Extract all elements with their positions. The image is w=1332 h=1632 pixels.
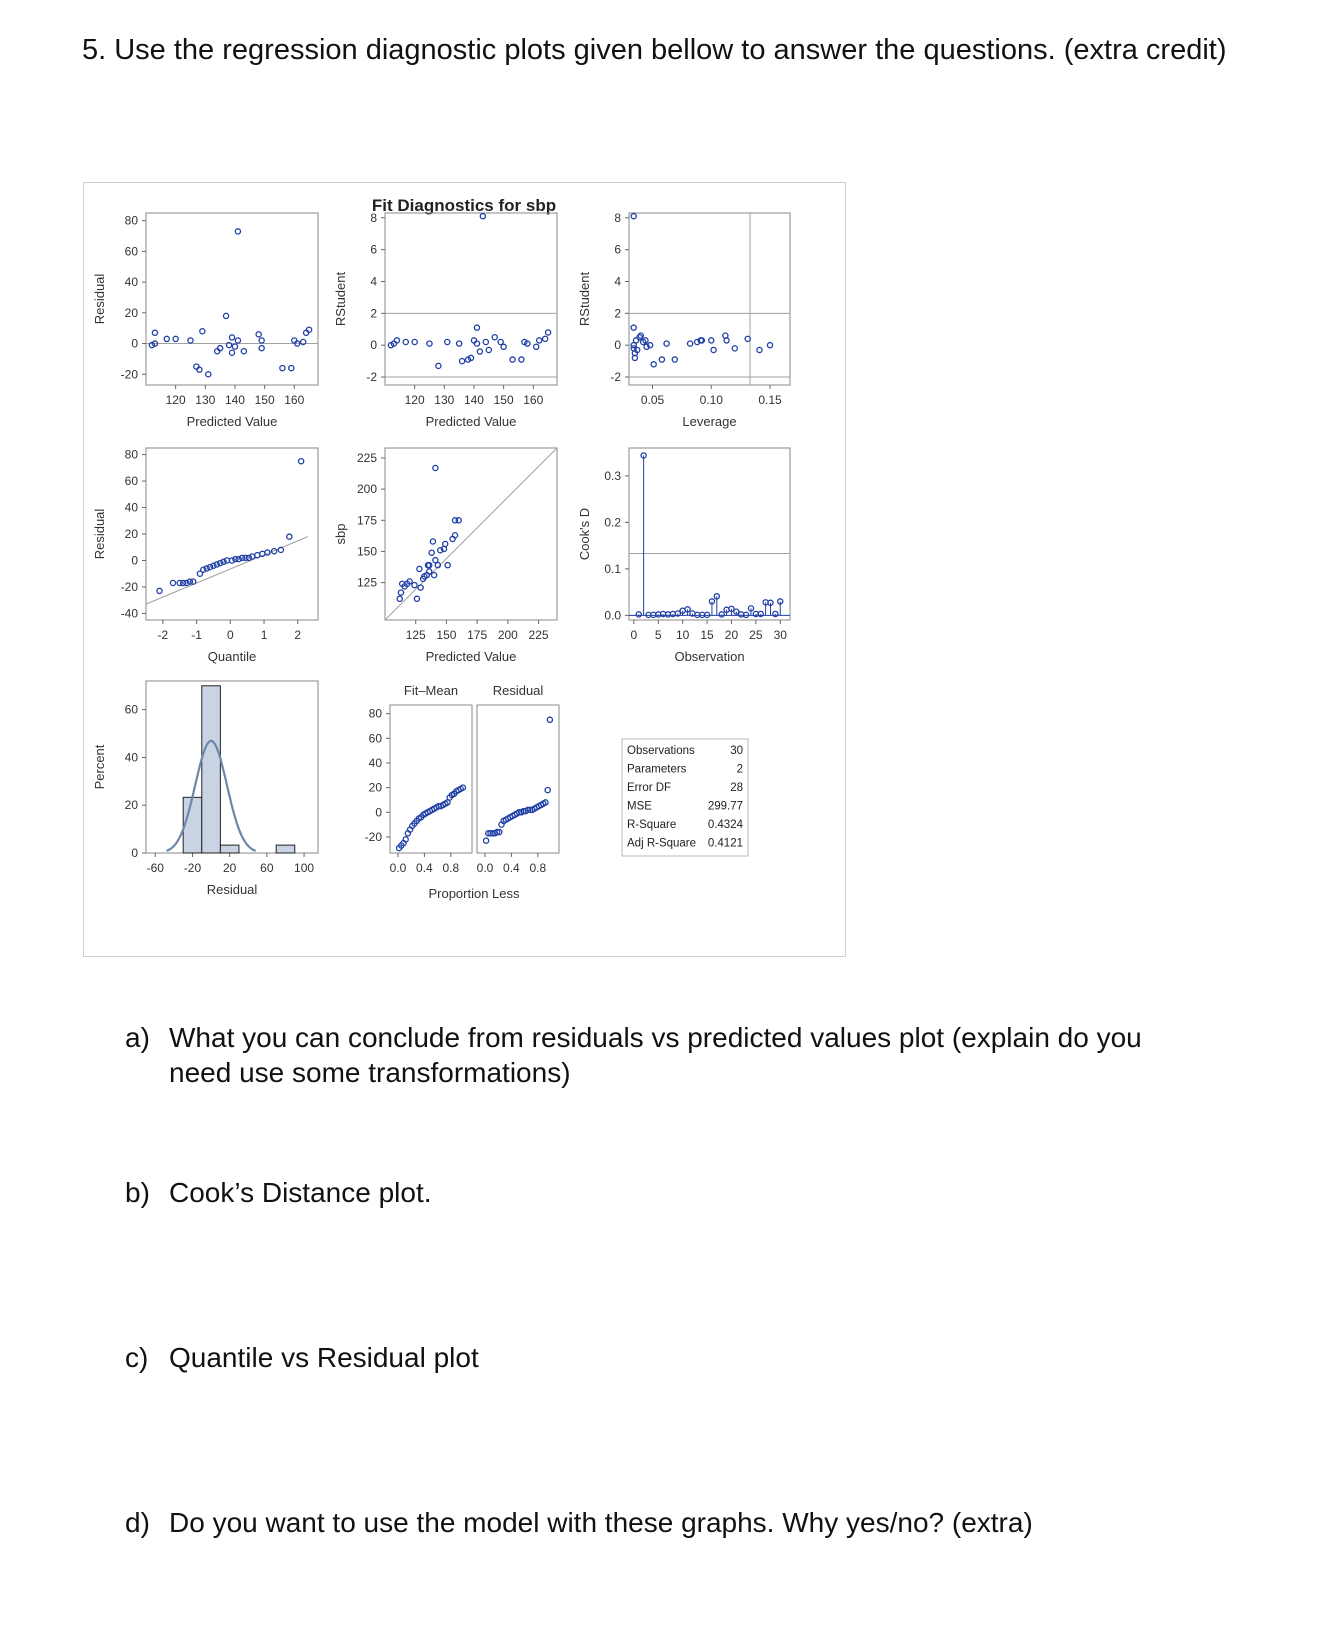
p1-x-tick-label: 130 <box>195 393 216 407</box>
p4-diagonal-line <box>146 537 308 604</box>
p5-x-axis-label: Predicted Value <box>425 649 517 664</box>
p7-y-tick-label: 20 <box>124 798 138 813</box>
p1-point <box>232 344 237 349</box>
p1-point <box>259 346 264 351</box>
p2-point <box>501 344 506 349</box>
p3-point <box>664 341 669 346</box>
p5-y-tick-label: 125 <box>356 575 377 590</box>
p5-y-tick-label: 175 <box>356 513 377 528</box>
p2-point <box>457 341 462 346</box>
stat-value: 299.77 <box>707 800 743 813</box>
p1-point <box>241 349 246 354</box>
question-b <box>125 1175 1169 1210</box>
p2-x-tick-label: 120 <box>404 393 425 407</box>
p2-point <box>477 349 482 354</box>
p2-point <box>537 338 542 343</box>
p4-x-tick-label: 2 <box>294 628 302 642</box>
p5-point <box>412 583 417 588</box>
question-a-text: What you can conclude from residuals vs predicted values plot (explain do you need use some transformations) <box>169 1022 1142 1088</box>
p3-y-tick-label: 2 <box>614 306 621 321</box>
p2-point <box>546 330 551 335</box>
p2-x-tick-label: 150 <box>493 393 514 407</box>
p1-point <box>173 336 178 341</box>
p7-x-tick-label: 100 <box>294 861 315 875</box>
p3-y-axis-label: RStudent <box>577 271 592 327</box>
p2-point <box>492 335 497 340</box>
p8-y-tick-label: 60 <box>368 731 382 746</box>
p6-x-tick-label: 0 <box>630 628 638 642</box>
p5-x-tick-label: 200 <box>497 628 518 642</box>
p2-point <box>460 359 465 364</box>
p3-y-tick-label: 0 <box>614 338 621 353</box>
p7-y-tick-label: 0 <box>131 846 138 860</box>
p8-panel-title: Residual <box>492 683 544 698</box>
p3-point <box>631 214 636 219</box>
p1-point <box>256 332 261 337</box>
p8-x-tick-label: 0.0 <box>389 861 407 875</box>
question-d <box>125 1505 1169 1540</box>
p7-y-axis-label: Percent <box>92 744 107 790</box>
p2-point <box>436 363 441 368</box>
p7-x-tick-label: -20 <box>183 861 202 875</box>
p7-plot-frame <box>146 681 318 853</box>
stat-value: 0.4324 <box>707 819 743 831</box>
p8-panel-frame <box>390 705 472 853</box>
p8-y-tick-label: 0 <box>375 805 382 820</box>
stat-label: Error DF <box>627 782 672 794</box>
p2-y-tick-label: 8 <box>370 210 377 225</box>
p8-y-tick-label: 40 <box>368 755 382 770</box>
p4-y-tick-label: 20 <box>124 527 138 541</box>
p1-y-tick-label: 60 <box>124 244 138 259</box>
p6-plot-frame <box>629 448 790 620</box>
p5-point <box>430 539 435 544</box>
p3-x-axis-label: Leverage <box>682 414 737 429</box>
p5-point <box>418 585 423 590</box>
p3-point <box>767 343 772 348</box>
p2-point <box>534 344 539 349</box>
p5-y-tick-label: 200 <box>356 482 377 497</box>
p2-point <box>427 341 432 346</box>
p6-x-tick-label: 30 <box>773 628 787 642</box>
p1-point <box>235 338 240 343</box>
p6-x-tick-label: 20 <box>724 628 739 642</box>
question-d-text: Do you want to use the model with these graphs. Why yes/no? (extra) <box>169 1507 1033 1538</box>
p7-histogram-bar <box>220 845 239 853</box>
p4-plot-frame <box>146 448 318 620</box>
p2-point <box>483 339 488 344</box>
p1-x-tick-label: 140 <box>224 393 245 407</box>
p6-y-tick-label: 0.3 <box>604 468 621 483</box>
p2-x-tick-label: 160 <box>523 393 544 407</box>
fit-diagnostics-figure <box>84 183 845 956</box>
p1-point <box>206 372 211 377</box>
p5-y-tick-label: 150 <box>356 544 377 559</box>
p3-y-tick-label: 8 <box>614 210 621 225</box>
p1-point <box>223 313 228 318</box>
p3-point <box>757 347 762 352</box>
question-b-label: b) <box>125 1177 150 1208</box>
p5-x-tick-label: 225 <box>528 628 549 642</box>
p2-y-tick-label: 6 <box>370 242 377 257</box>
question-b-text: Cook’s Distance plot. <box>169 1177 432 1208</box>
p5-point <box>417 566 422 571</box>
p3-y-tick-label: -2 <box>610 370 621 385</box>
p1-point <box>164 336 169 341</box>
stat-label: Observations <box>627 745 695 757</box>
figure-title: Fit Diagnostics for sbp <box>371 196 557 215</box>
p2-point <box>394 338 399 343</box>
p4-point <box>287 534 292 539</box>
question-d-label: d) <box>125 1507 150 1538</box>
question-a <box>125 1020 1169 1090</box>
p4-y-tick-label: 60 <box>124 474 138 489</box>
p4-x-tick-label: -1 <box>191 628 202 642</box>
p8-point <box>547 717 552 722</box>
p4-x-tick-label: 1 <box>260 628 268 642</box>
p5-point <box>414 596 419 601</box>
p6-y-tick-label: 0.1 <box>604 561 621 576</box>
stat-label: Parameters <box>627 763 687 776</box>
p2-point <box>474 325 479 330</box>
question-title: 5. Use the regression diagnostic plots given bellow to answer the questions. (extra credit) <box>82 34 1227 66</box>
p1-x-tick-label: 150 <box>254 393 275 407</box>
p3-x-tick-label: 0.05 <box>640 393 665 407</box>
p1-y-axis-label: Residual <box>92 273 107 325</box>
p8-x-tick-label: 0.8 <box>442 861 460 875</box>
p6-x-axis-label: Observation <box>674 649 745 664</box>
p2-point <box>486 347 491 352</box>
p1-y-tick-label: 20 <box>124 305 138 320</box>
p3-point <box>709 338 714 343</box>
stat-label: MSE <box>627 800 652 813</box>
p1-y-tick-label: -20 <box>120 367 138 382</box>
p8-x-tick-label: 0.0 <box>476 861 494 875</box>
p5-point <box>456 518 461 523</box>
p7-histogram-bar <box>276 845 295 853</box>
p4-y-axis-label: Residual <box>92 508 107 560</box>
stat-label: R-Square <box>627 819 677 831</box>
p4-y-tick-label: -20 <box>120 579 138 594</box>
p4-x-axis-label: Quantile <box>207 649 257 664</box>
p1-x-tick-label: 120 <box>165 393 186 407</box>
p3-point <box>688 341 693 346</box>
p4-x-tick-label: -2 <box>157 628 169 642</box>
p2-y-tick-label: 4 <box>370 274 377 289</box>
p2-x-tick-label: 140 <box>463 393 484 407</box>
p2-point <box>412 339 417 344</box>
p3-point <box>711 347 716 352</box>
p2-point <box>519 357 524 362</box>
p7-x-tick-label: -60 <box>146 861 164 875</box>
p4-point <box>157 588 162 593</box>
p4-point <box>191 579 196 584</box>
p5-y-tick-label: 225 <box>356 450 377 465</box>
p4-x-tick-label: 0 <box>226 628 234 642</box>
p2-y-tick-label: -2 <box>366 370 377 385</box>
p7-x-tick-label: 60 <box>260 861 274 875</box>
p8-point <box>545 788 550 793</box>
p8-x-tick-label: 0.4 <box>416 861 433 875</box>
p3-y-tick-label: 4 <box>614 274 621 289</box>
p2-point <box>474 341 479 346</box>
p4-point <box>170 580 175 585</box>
p3-point <box>631 325 636 330</box>
p5-point <box>432 573 437 578</box>
p7-histogram-bar <box>183 797 202 853</box>
p5-point <box>445 563 450 568</box>
p3-x-tick-label: 0.15 <box>758 393 782 407</box>
p2-point <box>445 339 450 344</box>
p2-y-axis-label: RStudent <box>333 271 348 327</box>
p1-plot-frame <box>146 213 318 385</box>
p1-point <box>289 366 294 371</box>
p1-point <box>188 338 193 343</box>
p8-panel-title: Fit–Mean <box>403 683 459 698</box>
p5-point <box>433 465 438 470</box>
p1-point <box>280 366 285 371</box>
p5-point <box>443 541 448 546</box>
p4-y-tick-label: 0 <box>131 553 138 568</box>
stat-label: Adj R-Square <box>627 837 697 850</box>
p5-x-tick-label: 125 <box>405 628 426 642</box>
p1-point <box>235 229 240 234</box>
stat-value: 2 <box>736 763 743 776</box>
p3-x-tick-label: 0.10 <box>699 393 723 407</box>
p5-point <box>398 590 403 595</box>
p7-y-tick-label: 60 <box>124 702 138 717</box>
question-c-text: Quantile vs Residual plot <box>169 1342 479 1373</box>
p8-x-tick-label: 0.8 <box>529 861 547 875</box>
p3-y-tick-label: 6 <box>614 242 621 257</box>
p2-x-tick-label: 130 <box>434 393 455 407</box>
p7-histogram-bar <box>202 686 221 853</box>
p1-point <box>229 335 234 340</box>
question-a-label: a) <box>125 1022 150 1053</box>
p6-x-tick-label: 5 <box>654 628 662 642</box>
p7-x-axis-label: Residual <box>206 882 258 897</box>
p7-x-tick-label: 20 <box>222 861 237 875</box>
fit-statistics-table <box>622 739 748 856</box>
p3-point <box>651 362 656 367</box>
p3-point <box>659 357 664 362</box>
p8-y-tick-label: 20 <box>368 780 382 795</box>
p5-y-axis-label: sbp <box>333 523 348 545</box>
p4-y-tick-label: -40 <box>120 606 138 621</box>
p6-y-axis-label: Cook's D <box>577 507 592 561</box>
p4-y-tick-label: 80 <box>124 447 138 462</box>
p1-x-axis-label: Predicted Value <box>186 414 278 429</box>
p8-x-tick-label: 0.4 <box>503 861 520 875</box>
p2-x-axis-label: Predicted Value <box>425 414 517 429</box>
p5-point <box>397 596 402 601</box>
p3-point <box>672 357 677 362</box>
p2-point <box>471 338 476 343</box>
question-c-label: c) <box>125 1342 149 1373</box>
p5-diagonal-line <box>385 448 557 620</box>
p4-y-tick-label: 40 <box>124 500 138 515</box>
p5-x-tick-label: 175 <box>467 628 488 642</box>
diagnostics-panel <box>83 182 846 957</box>
p2-point <box>403 339 408 344</box>
p8-x-axis-label: Proportion Less <box>428 886 520 901</box>
p2-y-tick-label: 2 <box>370 306 377 321</box>
p1-y-tick-label: 80 <box>124 213 138 228</box>
stat-value: 30 <box>730 745 743 757</box>
p6-x-tick-label: 15 <box>700 628 714 642</box>
p4-point <box>299 459 304 464</box>
p1-point <box>152 330 157 335</box>
p1-x-tick-label: 160 <box>284 393 305 407</box>
stat-value: 28 <box>730 782 743 794</box>
p4-point <box>255 553 260 558</box>
p3-plot-frame <box>629 213 790 385</box>
p6-x-tick-label: 10 <box>675 628 690 642</box>
p6-y-tick-label: 0.2 <box>604 515 621 530</box>
p8-y-tick-label: 80 <box>368 706 382 721</box>
p8-y-tick-label: -20 <box>364 829 382 844</box>
p2-point <box>510 357 515 362</box>
p6-y-tick-label: 0.0 <box>604 608 621 623</box>
p8-point <box>484 838 489 843</box>
p3-point <box>745 336 750 341</box>
stat-value: 0.4121 <box>707 837 743 850</box>
p1-point <box>229 350 234 355</box>
p1-y-tick-label: 0 <box>131 336 138 351</box>
p5-x-tick-label: 150 <box>436 628 457 642</box>
p6-x-tick-label: 25 <box>749 628 763 642</box>
p1-y-tick-label: 40 <box>124 275 138 290</box>
p2-point <box>543 336 548 341</box>
p1-point <box>259 338 264 343</box>
p1-point <box>200 329 205 334</box>
question-c <box>125 1340 1169 1375</box>
p3-point <box>732 346 737 351</box>
p7-y-tick-label: 40 <box>124 750 138 765</box>
p2-y-tick-label: 0 <box>370 338 377 353</box>
p5-point <box>429 550 434 555</box>
